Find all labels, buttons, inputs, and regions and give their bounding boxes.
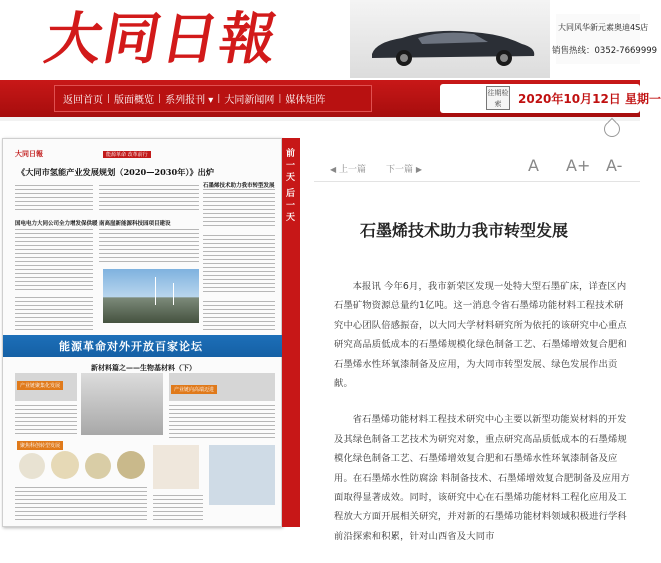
- thumb-text-block: [203, 189, 275, 229]
- turbine-icon: [155, 277, 156, 305]
- font-increase-button[interactable]: A+: [566, 156, 591, 175]
- nav-media-matrix[interactable]: 媒体矩阵: [285, 95, 326, 106]
- ad-dealer-name: 大同风华新元素奥迪4S店: [558, 23, 649, 32]
- next-day-link[interactable]: 天: [286, 213, 296, 223]
- archive-search-button[interactable]: 往期检索: [486, 86, 510, 110]
- thumb-text-block: [169, 405, 275, 439]
- thumb-text-block: [15, 405, 77, 435]
- next-article-button[interactable]: [386, 162, 422, 175]
- thumb-subtitle: 新材料篇之——生物基材料（下）: [91, 364, 196, 372]
- car-icon: [362, 20, 542, 68]
- toolbar-divider: [314, 181, 640, 182]
- nav-separator: |: [158, 93, 162, 104]
- ad-sales-hotline: 销售热线：0352-7669999: [552, 46, 658, 56]
- nav-home[interactable]: 返回首页: [63, 95, 103, 106]
- back-to-top-icon[interactable]: [604, 121, 620, 137]
- turbine-icon: [173, 283, 174, 305]
- thumb-tag: 产业链聚集化发展: [17, 381, 63, 390]
- thumb-text-block: [15, 185, 93, 211]
- triangle-left-icon: ◀: [330, 165, 337, 174]
- thumb-tag: 聚焦科创转型发展: [17, 441, 63, 450]
- prev-article-button[interactable]: [330, 162, 366, 175]
- issue-date: 2020年10月12日 星期一: [518, 92, 661, 106]
- thumb-text-block: [203, 301, 275, 331]
- article-body: [334, 277, 631, 563]
- thumb-round-photo: [51, 451, 79, 479]
- thumb-headline[interactable]: 国电电力大同公司全力增发保供暖: [15, 221, 98, 227]
- thumb-photo: [153, 445, 199, 489]
- font-decrease-button[interactable]: A-: [606, 156, 623, 175]
- thumb-tag: 产业链向高端迈进: [171, 385, 217, 394]
- next-article-label: 下一篇: [386, 165, 414, 175]
- thumb-text-block: [99, 229, 199, 265]
- thumb-photo: [209, 445, 275, 505]
- next-day-link[interactable]: 后: [286, 189, 296, 199]
- triangle-right-icon: ▶: [415, 165, 423, 174]
- thumb-wind-turbine-photo: [103, 269, 199, 323]
- prev-day-link[interactable]: 天: [286, 173, 296, 183]
- thumb-text-block: [99, 185, 199, 211]
- nav-separator: |: [217, 93, 221, 104]
- prev-day-link[interactable]: 前: [286, 149, 296, 159]
- thumb-lab-photo: [81, 373, 163, 435]
- header-banner: [0, 0, 658, 80]
- thumb-band-title[interactable]: 能源革命对外开放百家论坛: [59, 340, 203, 353]
- nav-series-dropdown[interactable]: 系列报刊 ▾: [165, 95, 214, 106]
- nav-page-overview[interactable]: 版面概览: [114, 95, 155, 106]
- thumb-round-photo: [117, 451, 145, 479]
- thumb-section-tag: 能源革命 改革前行: [103, 151, 151, 158]
- nav-menu: [54, 85, 372, 112]
- thumb-text-block: [203, 235, 275, 295]
- nav-news-site[interactable]: 大同新闻网: [224, 95, 275, 106]
- thumb-text-block: [15, 487, 147, 523]
- prev-article-label: 上一篇: [339, 165, 367, 175]
- article-paragraph: 本报讯 今年6月，我市新荣区发现一处特大型石墨矿床，详查区内石墨矿物资源总量约1亿吨。这一消息令省石墨烯功能材料工程技术研究中心团队倍感振奋，以大同大学材料研究所为依托的该研究中心重点研究高品质低成本的石墨烯规模化绿色制备工艺、石墨烯增效复合肥和石墨烯水性环氧漆制备及应用，为大同市转型发展、绿色发展作出贡献。: [334, 281, 627, 390]
- newspaper-page-thumbnail[interactable]: [2, 138, 282, 527]
- thumb-text-block: [153, 495, 203, 523]
- thumb-headline[interactable]: 石墨烯技术助力我市转型发展: [203, 183, 275, 189]
- thumb-round-photo: [19, 453, 45, 479]
- prev-day-link[interactable]: 一: [286, 161, 296, 171]
- thumb-lead-title[interactable]: 《大同市氢能产业发展规划（2020—2030年）》出炉: [17, 167, 215, 177]
- article-headline: 石墨烯技术助力我市转型发展: [360, 221, 569, 240]
- thumb-masthead: 大同日報: [15, 150, 43, 158]
- thumb-round-photo: [85, 453, 111, 479]
- thumb-text-block: [15, 229, 93, 291]
- next-day-link[interactable]: 一: [286, 201, 296, 211]
- newspaper-logo[interactable]: 大同日報: [40, 6, 284, 72]
- nav-separator: |: [278, 93, 282, 104]
- article-paragraph: 省石墨烯功能材料工程技术研究中心主要以新型功能炭材料的开发及其绿色制备工艺技术为研究对象，重点研究高品质低成本的石墨烯规模化绿色制备工艺、石墨烯增效复合肥和石墨烯水性环氧漆制备及应用。在石墨烯水性防腐涂 料制备技术、石墨烯增效复合肥制备及应用方面取得显著成效。同时，该研究中心在石墨烯功能材料工程化应用及工程放大方面开展相关研究，并对新的石墨烯功能材料领域积极进行学科前沿探索和积累，针对山西省及大同市: [334, 414, 630, 542]
- thumb-headline[interactable]: 南高崖新能源科技园项目建设: [99, 221, 171, 227]
- font-reset-button[interactable]: A: [528, 156, 539, 175]
- thumb-text-block: [15, 297, 93, 331]
- nav-separator: |: [107, 93, 111, 104]
- ad-car-image[interactable]: [350, 0, 550, 78]
